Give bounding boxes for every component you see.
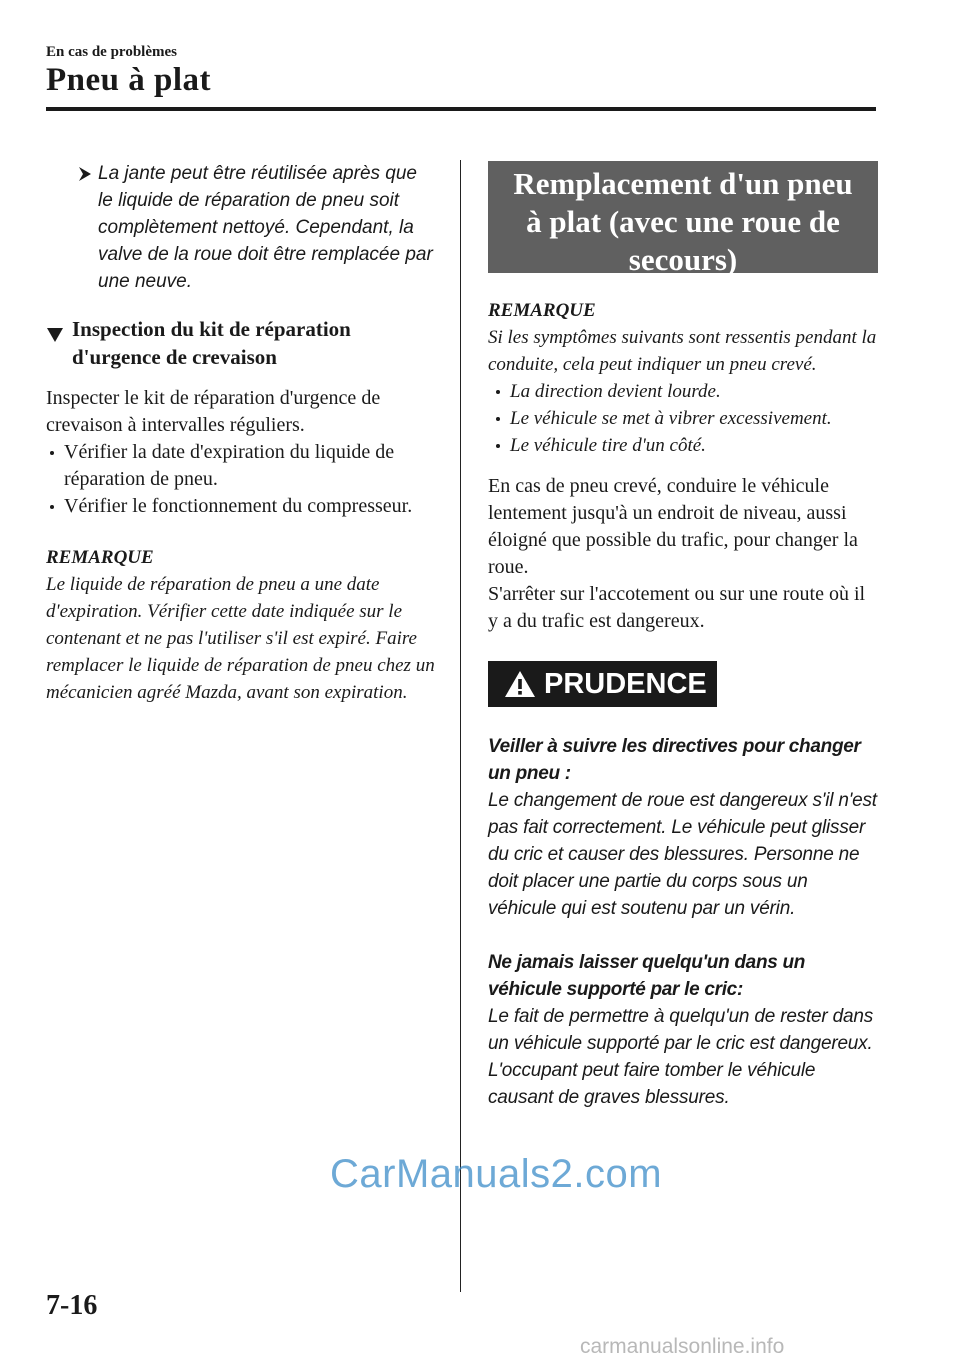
warning-icon (504, 670, 536, 698)
bullet-dot (50, 451, 54, 455)
page-title: Pneu à plat (46, 62, 212, 98)
banner-line3: secours) (628, 242, 738, 277)
inspection-intro: Inspecter le kit de réparation d'urgence de crevaison à intervalles réguliers. (46, 387, 381, 436)
caution-heading: Ne jamais laisser quelqu'un dans un véhicule supporté par le cric: (488, 952, 806, 1000)
list-item (488, 378, 878, 405)
section-label: En cas de problèmes (46, 44, 177, 60)
remarque-body: Si les symptômes suivants sont ressentis pendant la conduite, cela peut indiquer un pneu crevé. (488, 327, 877, 375)
note-bullet-text: La jante peut être réutilisée après que le liquide de réparation de pneu soit complètement nettoyé. Cependant, la valve de la roue doit être remplacée par une neuve. (98, 163, 433, 292)
arrow-bullet-icon (78, 166, 92, 182)
column-divider (460, 160, 461, 1292)
list-item (488, 405, 878, 432)
body-paragraph: S'arrêter sur l'accotement ou sur une route où il y a du trafic est dangereux. (488, 583, 866, 632)
section-banner (488, 161, 878, 277)
list-item (46, 439, 436, 493)
remarque-title: REMARQUE (488, 300, 596, 321)
inspection-heading-line1: Inspection du kit de réparation (72, 317, 351, 341)
bullet-dot (50, 505, 54, 509)
list-item-text: Le véhicule tire d'un côté. (510, 435, 706, 456)
list-item-text: Vérifier la date d'expiration du liquide de réparation de pneu. (64, 441, 395, 490)
bullet-dot (496, 390, 500, 394)
list-item (488, 432, 878, 459)
watermark-site: carmanualsonline.info (580, 1335, 785, 1358)
list-item-text: La direction devient lourde. (510, 381, 721, 402)
title-rule (46, 107, 876, 111)
list-item (46, 493, 436, 520)
page-number: 7-16 (46, 1290, 98, 1321)
bullet-dot (496, 417, 500, 421)
banner-line2: à plat (avec une roue de (526, 204, 840, 239)
banner-line1: Remplacement d'un pneu (513, 166, 853, 201)
caution-block-1 (488, 733, 878, 922)
remarque-title: REMARQUE (46, 547, 154, 568)
watermark-logo: CarManuals2.com (330, 1152, 663, 1196)
left-column (46, 160, 436, 706)
caution-block-2 (488, 949, 878, 1111)
inspection-bullets (46, 439, 436, 520)
symptom-bullets (488, 378, 878, 459)
triangle-down-icon (46, 322, 64, 338)
list-item-text: Vérifier le fonctionnement du compresseur. (64, 495, 413, 517)
body-paragraph: En cas de pneu crevé, conduire le véhicule lentement jusqu'à un endroit de niveau, aussi éloigné que possible du trafic, pour changer la roue. (488, 475, 858, 578)
list-item-text: Le véhicule se met à vibrer excessivement. (510, 408, 832, 429)
caution-body: Le fait de permettre à quelqu'un de rester dans un véhicule supporté par le cric est dangereux. L'occupant peut faire tomber le véhicule causant de graves blessures. (488, 1006, 874, 1108)
caution-heading: Veiller à suivre les directives pour changer un pneu : (488, 736, 861, 784)
note-bullet (46, 160, 436, 295)
bullet-dot (496, 444, 500, 448)
right-column (488, 161, 878, 1111)
inspection-heading-line2: d'urgence de crevaison (72, 345, 277, 369)
remarque-body: Le liquide de réparation de pneu a une date d'expiration. Vérifier cette date indiquée sur le contenant et ne pas l'utiliser s'il est expiré. Faire remplacer le liquide de réparation de pneu chez un mécanicien agréé Mazda, avant son expiration. (46, 574, 435, 703)
caution-body: Le changement de roue est dangereux s'il n'est pas fait correctement. Le véhicule peut glisser du cric et causer des blessures. Personne ne doit placer une partie du corps sous un véhicule qui est soutenu par un vérin. (488, 790, 877, 919)
inspection-heading (46, 315, 436, 371)
prudence-badge (488, 661, 717, 707)
prudence-label: PRUDENCE (544, 667, 707, 700)
